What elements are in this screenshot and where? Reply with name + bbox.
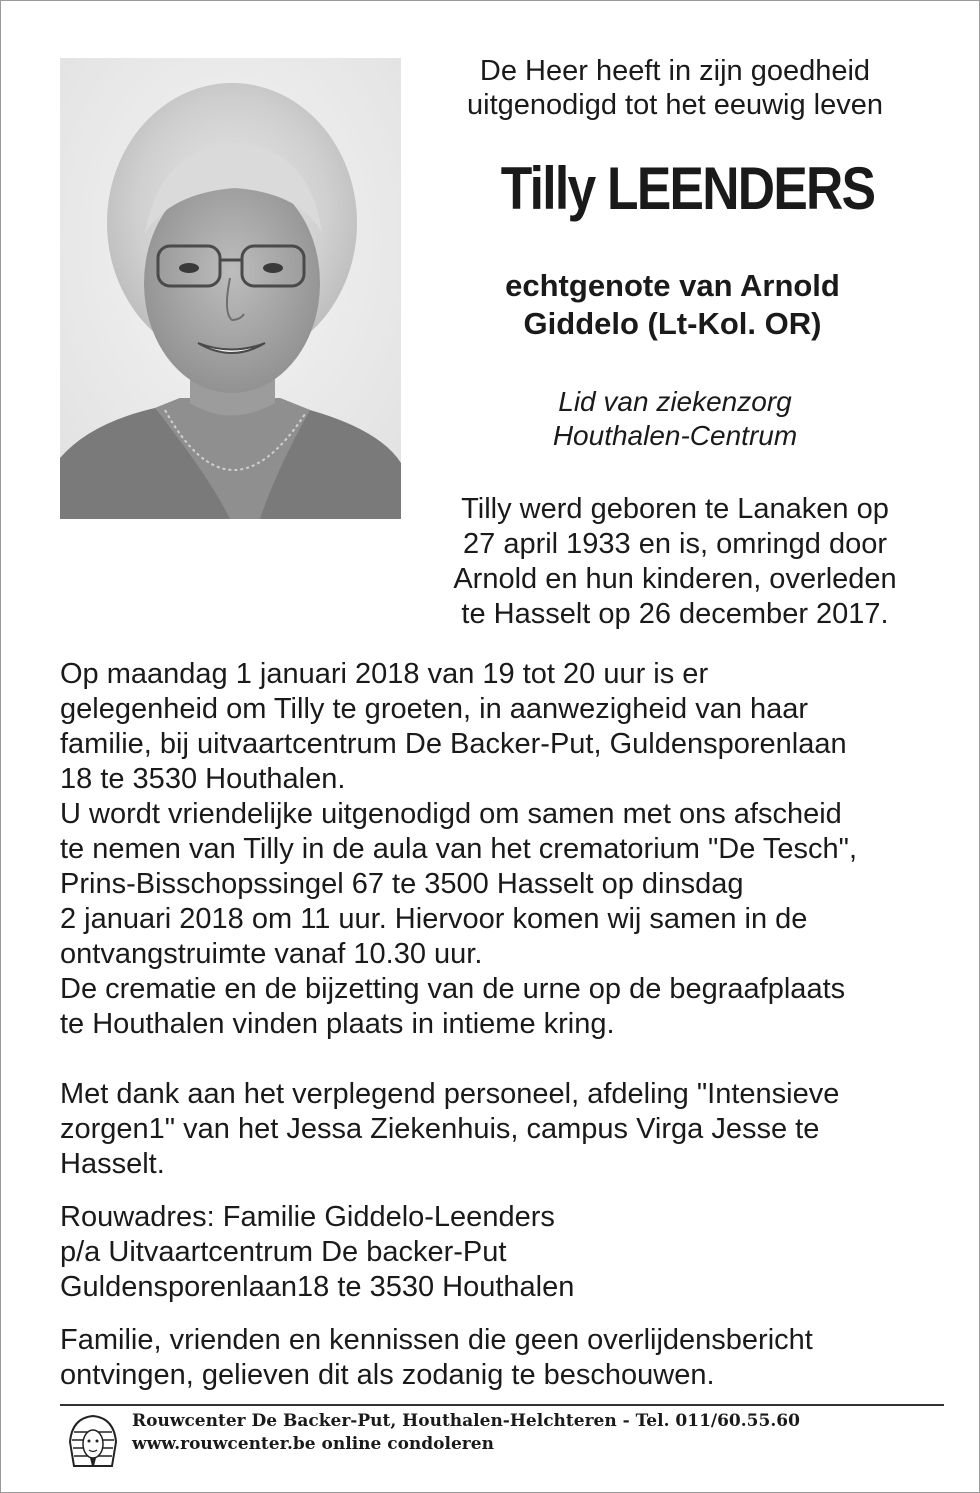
spouse-line: echtgenote van Arnold [505, 268, 840, 303]
text-line: Op maandag 1 januari 2018 van 19 tot 20 uur is er [60, 658, 709, 690]
cremation-paragraph [60, 972, 940, 1042]
text-line: De crematie en de bijzetting van de urne op de begraafplaats [60, 973, 846, 1005]
text-line: Met dank aan het verplegend personeel, afdeling "Intensieve [60, 1078, 840, 1110]
text-line: Hasselt. [60, 1148, 165, 1180]
spouse-line: Giddelo (Lt-Kol. OR) [523, 306, 822, 341]
text-line: Rouwadres: Familie Giddelo-Leenders [60, 1201, 555, 1233]
text-line: ontvangstruimte vanaf 10.30 uur. [60, 938, 483, 970]
paragraph-spacer [60, 1182, 940, 1200]
text-line: 18 te 3530 Houthalen. [60, 763, 346, 795]
text-line: gelegenheid om Tilly te groeten, in aanwezigheid van haar [60, 693, 809, 725]
text-line: zorgen1" van het Jessa Ziekenhuis, campus Virga Jesse te [60, 1113, 820, 1145]
thanks-paragraph [60, 1077, 940, 1182]
text-line: familie, bij uitvaartcentrum De Backer-Put, Guldensporenlaan [60, 728, 847, 760]
farewell-paragraph [60, 797, 940, 972]
intro-line: De Heer heeft in zijn goedheid [479, 55, 871, 87]
pharaoh-logo-icon [64, 1412, 122, 1470]
text-line: Guldensporenlaan18 te 3530 Houthalen [60, 1271, 575, 1303]
paragraph-spacer [60, 1305, 940, 1323]
funeral-home-contact: Rouwcenter De Backer-Put, Houthalen-Helchteren - Tel. 011/60.55.60 [132, 1411, 800, 1431]
birth-line: Tilly werd geboren te Lanaken op [461, 493, 889, 525]
membership-line: Houthalen-Centrum [552, 420, 798, 451]
text-line: te nemen van Tilly in de aula van het crematorium "De Tesch", [60, 833, 858, 865]
text-line: ontvingen, gelieven dit als zodanig te beschouwen. [60, 1359, 715, 1391]
announcement-body [60, 657, 940, 1393]
birth-line: Arnold en hun kinderen, overleden [453, 563, 897, 595]
notice-paragraph [60, 1323, 940, 1393]
portrait-photo [60, 58, 401, 519]
text-line: te Houthalen vinden plaats in intieme kring. [60, 1008, 615, 1040]
membership-line: Lid van ziekenzorg [558, 386, 792, 417]
text-line: Prins-Bisschopssingel 67 te 3500 Hasselt op dinsdag [60, 868, 744, 900]
birth-text [420, 492, 930, 632]
deceased-name: Tilly LEENDERS [500, 155, 875, 222]
funeral-home-website: www.rouwcenter.be online condoleren [132, 1434, 494, 1454]
intro-line: uitgenodigd tot het eeuwig leven [467, 89, 883, 121]
paragraph-spacer [60, 1042, 940, 1077]
text-line: 2 januari 2018 om 11 uur. Hiervoor komen wij samen in de [60, 903, 808, 935]
birth-line: 27 april 1933 en is, omringd door [463, 528, 887, 560]
intro-text [420, 54, 930, 122]
footer-divider [60, 1404, 944, 1406]
spouse-text [420, 267, 925, 343]
viewing-paragraph [60, 657, 940, 797]
funeral-home-info [132, 1410, 800, 1456]
text-line: p/a Uitvaartcentrum De backer-Put [60, 1236, 507, 1268]
membership-text [420, 385, 930, 453]
birth-line: te Hasselt op 26 december 2017. [461, 598, 889, 630]
text-line: Familie, vrienden en kennissen die geen overlijdensbericht [60, 1324, 813, 1356]
text-line: U wordt vriendelijke uitgenodigd om samen met ons afscheid [60, 798, 842, 830]
address-paragraph [60, 1200, 940, 1305]
